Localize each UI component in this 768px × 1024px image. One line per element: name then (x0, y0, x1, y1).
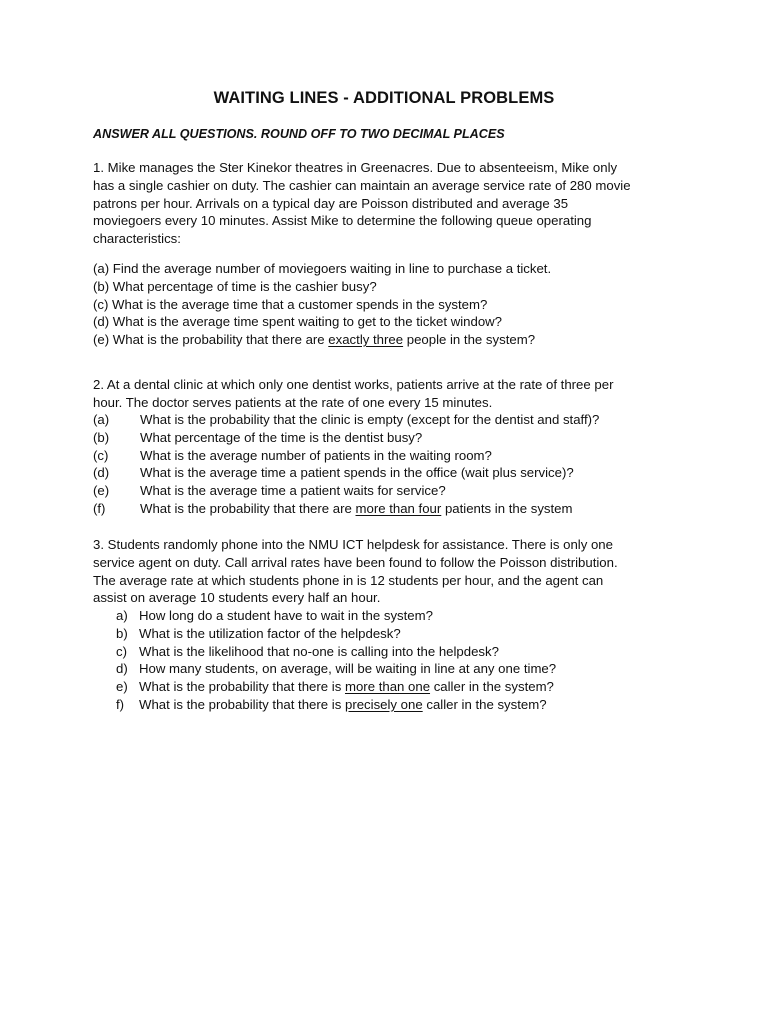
question-1-intro-line: has a single cashier on duty. The cashier can maintain an average service rate of 280 movie (93, 177, 631, 193)
question-2-item-b (93, 429, 675, 447)
document-title: WAITING LINES - ADDITIONAL PROBLEMS (213, 89, 555, 107)
question-3-intro-line: 3. Students randomly phone into the NMU ICT helpdesk for assistance. There is only one (93, 537, 613, 552)
item-label: (c) (93, 447, 109, 463)
question-3-item-b (93, 625, 675, 643)
underlined-phrase: more than one (344, 679, 431, 695)
question-3-items (93, 607, 675, 714)
item-text-after: people in the system? (403, 332, 536, 348)
underlined-phrase: exactly three (328, 332, 404, 348)
item-text: What is the utilization factor of the helpdesk? (139, 625, 401, 641)
item-text: How long do a student have to wait in the system? (139, 608, 433, 623)
item-label: (b) (93, 429, 110, 445)
item-text-before: What is the probability that there is (139, 679, 345, 695)
question-1-item-d: (d) What is the average time spent waiting to get to the ticket window? (93, 314, 503, 330)
question-2-item-f (93, 500, 675, 518)
question-1-intro-line: 1. Mike manages the Ster Kinekor theatres in Greenacres. Due to absenteeism, Mike only (93, 160, 618, 175)
question-2-item-a (93, 411, 675, 429)
item-label: c) (116, 643, 127, 659)
question-3-item-c (93, 643, 675, 661)
question-1-intro (93, 159, 675, 248)
item-text-after: caller in the system? (422, 696, 547, 712)
question-1-intro-line: moviegoers every 10 minutes. Assist Mike to determine the following queue operating (93, 213, 592, 229)
underlined-phrase: more than four (355, 500, 442, 516)
item-text-before: (e) What is the probability that there are (93, 332, 329, 348)
underlined-phrase: precisely one (344, 696, 423, 712)
question-1-item-e (93, 331, 675, 349)
question-2-intro-line: hour. The doctor serves patients at the rate of one every 15 minutes. (93, 394, 493, 410)
item-label: (f) (93, 500, 106, 516)
question-3-item-e (93, 678, 675, 696)
item-text: What is the average number of patients in the waiting room? (140, 447, 492, 463)
item-text-after: caller in the system? (430, 679, 554, 695)
item-text-before: What is the probability that there is (139, 696, 345, 712)
item-text-before: What is the probability that there are (140, 500, 356, 516)
question-1-items (93, 260, 675, 349)
question-3-item-a (93, 607, 675, 625)
document-page (93, 0, 693, 1024)
question-1-item-a: (a) Find the average number of moviegoers waiting in line to purchase a ticket. (93, 261, 552, 276)
item-label: b) (116, 625, 128, 641)
item-label: (a) (93, 412, 110, 427)
item-text-after: patients in the system (441, 500, 573, 516)
question-3-intro-line: service agent on duty. Call arrival rates have been found to follow the Poisson distribution. (93, 554, 618, 570)
item-text: What is the probability that the clinic is empty (except for the dentist and staff)? (140, 412, 600, 427)
question-3-intro-line: The average rate at which students phone in is 12 students per hour, and the agent can (93, 572, 604, 588)
item-label: (d) (93, 465, 110, 481)
item-text (139, 678, 554, 696)
item-label: e) (116, 679, 128, 695)
item-text (139, 696, 547, 714)
question-2-item-c (93, 447, 675, 465)
item-text: What percentage of the time is the dentist busy? (140, 429, 423, 445)
question-1-intro-line: patrons per hour. Arrivals on a typical day are Poisson distributed and average 35 (93, 195, 569, 211)
question-2-intro-line: 2. At a dental clinic at which only one dentist works, patients arrive at the rate of three per (93, 377, 614, 392)
question-1-item-c: (c) What is the average time that a customer spends in the system? (93, 296, 488, 312)
question-3-item-d (93, 660, 675, 678)
question-1-item-b: (b) What percentage of time is the cashier busy? (93, 278, 377, 294)
item-text (140, 500, 573, 518)
question-3-intro (93, 536, 675, 607)
item-label: (e) (93, 483, 110, 499)
item-text: What is the average time a patient waits for service? (140, 483, 446, 499)
instructions-text: ANSWER ALL QUESTIONS. ROUND OFF TO TWO DECIMAL PLACES (93, 127, 505, 141)
item-text: What is the average time a patient spends in the office (wait plus service)? (140, 465, 574, 481)
question-3-intro-line: assist on average 10 students every half an hour. (93, 590, 381, 606)
question-3-item-f (93, 696, 675, 714)
question-2-item-d (93, 464, 675, 482)
question-2-intro (93, 376, 675, 412)
question-1-intro-line: characteristics: (93, 231, 181, 247)
question-2-items (93, 411, 675, 518)
item-label: d) (116, 661, 128, 677)
item-text: How many students, on average, will be waiting in line at any one time? (139, 661, 557, 677)
item-label: f) (116, 696, 125, 712)
question-2-item-e (93, 482, 675, 500)
item-label: a) (116, 608, 128, 623)
item-text: What is the likelihood that no-one is calling into the helpdesk? (139, 643, 499, 659)
